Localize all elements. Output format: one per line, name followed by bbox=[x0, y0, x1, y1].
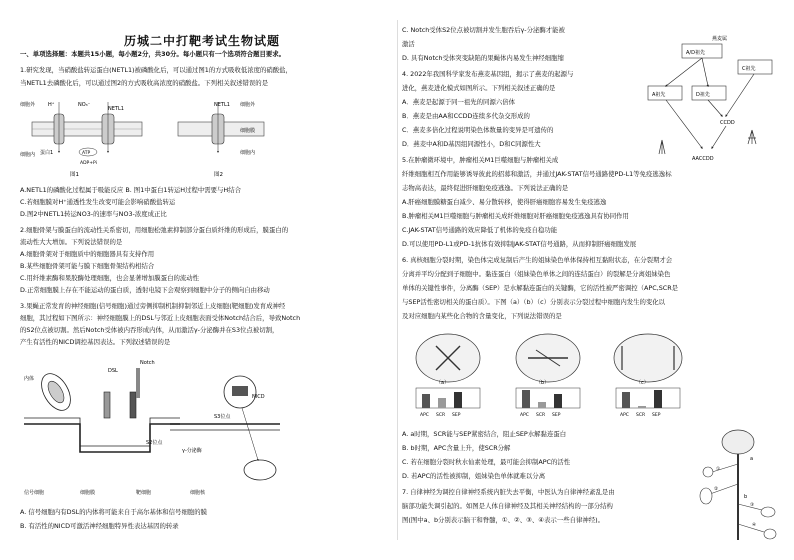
fig6c-apc-label: APC bbox=[620, 413, 629, 418]
fig7-b-label: b bbox=[744, 494, 748, 500]
fig1-no3-label: NO₃⁻ bbox=[78, 102, 91, 108]
fig6-caption-c: （c） bbox=[636, 380, 649, 386]
brain-shape bbox=[722, 430, 754, 454]
fig4-d-ancestor-label: D祖先 bbox=[696, 92, 710, 98]
q6-line-5: 及对应细胞内某些化合物的含量变化，下列说法错误的是 bbox=[402, 312, 562, 320]
q5-line-1: 5.在肿瘤微环境中，肿瘤相关M1巨噬细胞与肿瘤相关成 bbox=[402, 156, 559, 164]
q1-option-d: D.图2中NETL1转运NO3-的速率与NO3-浓度成正比 bbox=[20, 210, 167, 218]
fig6c-scr-label: SCR bbox=[636, 413, 646, 418]
q3-option-a: A. 信号细胞内有DSL的内体将可能来自于高尔基体和信号细胞的膜 bbox=[20, 508, 208, 516]
fig7-a-label: a bbox=[750, 456, 754, 462]
q6-option-a: A. a时期，SCR能与SEP紧密结合，阻止SEP水解黏连蛋白 bbox=[402, 430, 567, 438]
fig7-nerve-4: ④ bbox=[752, 523, 757, 528]
fig3-notch-label: Notch bbox=[140, 360, 155, 366]
q3-figure bbox=[20, 352, 300, 502]
fig7-nerve-3: ③ bbox=[750, 503, 755, 508]
right-column bbox=[402, 0, 782, 560]
figure-2-panel bbox=[178, 101, 264, 178]
fig4-aaccdd-label: AACCDD bbox=[692, 156, 714, 162]
fig3-nicd-label: NICD bbox=[252, 394, 265, 400]
q4-option-d: D．燕麦中A和D基因组同源性小，D和C同源性大 bbox=[402, 140, 541, 148]
q6-option-d: D. 若APC的活性被抑制，姐妹染色单体就难以分离 bbox=[402, 472, 546, 480]
eye-icon bbox=[703, 467, 713, 477]
section-heading: 一、单项选择题：本题共15小题，每小题2分，共30分。每小题只有一个选项符合题目要求。 bbox=[20, 50, 286, 58]
figure-1-caption: 图1 bbox=[70, 172, 79, 178]
cell-c-diagram bbox=[614, 334, 682, 418]
fig6b-apc-label: APC bbox=[520, 413, 529, 418]
q3-line-3: 的S2位点被切割。然后Notch受体被内吞形成内体，从而激活γ-分泌酶并在S3位点被切割， bbox=[20, 326, 279, 334]
figure-2-caption: 图2 bbox=[214, 172, 223, 178]
q6-option-b: B. b时期，APC含量上升，使SCR分解 bbox=[402, 444, 511, 452]
q1-option-c: C.若细胞膜对H⁺通透性发生改变可能会影响硝酸盐转运 bbox=[20, 198, 176, 206]
q2-option-a: A.细胞骨架对于细胞质中的细胞器具有支持作用 bbox=[20, 250, 155, 258]
fig2-outer-label: 细胞外 bbox=[240, 102, 256, 108]
bladder-icon bbox=[764, 529, 776, 539]
q3-option-c-line-1: C. Notch受体S2位点被切割并发生胞吞后γ-分泌酶才能被 bbox=[402, 26, 565, 34]
q5-option-b: B.肿瘤相关M1巨噬细胞与肿瘤相关成纤维细胞对肝癌细胞免疫逃逸具有协同作用 bbox=[402, 212, 629, 220]
fig3-nucleus-label: 细胞核 bbox=[190, 490, 206, 496]
fig3-gamma-label: γ-分泌酶 bbox=[182, 448, 202, 454]
q5-line-3: 志物高表达，最终促进肝细胞免疫逃逸。下列说法正确的是 bbox=[402, 184, 569, 192]
q1-line-2: 当NETL1去磷酸化后，可以通过图2的方式吸收高浓度的硝酸盐。下列相关叙述错误的是 bbox=[20, 79, 269, 87]
q3-option-c-line-2: 激活 bbox=[402, 40, 415, 48]
oat-plant-icon bbox=[748, 130, 756, 144]
column-divider bbox=[397, 20, 398, 540]
q7-line-3: 图(图中a、b分别表示脑干和脊髓，①、②、③、④表示一些自律神经)。 bbox=[402, 516, 605, 524]
q1-figure bbox=[18, 92, 278, 180]
fig2-inner-label: 细胞内 bbox=[240, 150, 256, 156]
fig4-ccdd-label: CCDD bbox=[720, 120, 735, 126]
fig6-caption-a: （a） bbox=[436, 380, 450, 386]
q3-line-2: 细胞，其过程如下图所示：神经细胞膜上的DSL与邻近上皮细胞表面受体Notch结合后，导致Notch bbox=[20, 314, 301, 322]
fig7-nerve-2: ② bbox=[714, 487, 719, 492]
fig3-s2-label: S2位点 bbox=[146, 440, 163, 446]
heart-icon bbox=[700, 488, 712, 504]
fig1-h-label: H⁺ bbox=[48, 102, 55, 108]
signal-cell-membrane bbox=[24, 424, 180, 452]
q4-line-1: 4. 2022年我国科学家发布燕麦基因组，揭示了燕麦的起源与 bbox=[402, 70, 574, 78]
q3-line-1: 3.果蝇正常发育的神经细胞(信号细胞)通过旁侧抑制机制抑制邻近上皮细胞(靶细胞)发育成神经 bbox=[20, 302, 286, 310]
fig2-netl1-label: NETL1 bbox=[214, 102, 230, 108]
q3-option-b: B. 有活性的NICD可激活神经细胞特异性表达基因的转录 bbox=[20, 522, 179, 530]
protein-1-label: 蛋白1 bbox=[40, 150, 54, 156]
fig4-oat-genus-label: 燕麦属 bbox=[712, 36, 728, 42]
q5-option-a: A.肝癌细胞膜糖蛋白减少、易分散转移，使得肝癌细胞容易发生免疫逃逸 bbox=[402, 198, 607, 206]
left-column bbox=[12, 0, 392, 560]
oat-plant-icon bbox=[659, 140, 665, 154]
q2-line-2: 流动性大大增加。下列说法错误的是 bbox=[20, 238, 123, 246]
fig6b-scr-label: SCR bbox=[536, 413, 546, 418]
nucleus-shape bbox=[244, 460, 276, 480]
q1-option-ab: A.NETL1的磷酸化过程属于吸能反应 B. 图1中蛋白1转运H过程中需要与H结合 bbox=[20, 186, 242, 194]
fig6a-scr-label: SCR bbox=[436, 413, 446, 418]
cell-a-diagram bbox=[416, 334, 480, 418]
q6-line-3: 单体的关键性事件，分离酶（SEP）是水解黏连蛋白的关键酶，它的活性被严密调控（APC,SCR是 bbox=[402, 284, 679, 292]
fig3-target-cell-label: 靶细胞 bbox=[136, 490, 152, 496]
q3-option-d: D. 具有Notch受体突变缺陷的果蝇体内易发生神经细胞缩 bbox=[402, 54, 564, 62]
fig6a-apc-label: APC bbox=[420, 413, 429, 418]
fig6c-sep-label: SEP bbox=[652, 413, 661, 418]
fig7-nerve-1: ① bbox=[716, 467, 721, 472]
q6-line-1: 6. 真核细胞分裂时期，染色体完成复制后产生的姐妹染色单体保持相互黏附状态，在分裂期才会 bbox=[402, 256, 673, 264]
q5-option-d: D.可以使用PD-L1或PD-1抗体有效抑制JAK-STAT信号通路，从而抑制肝癌细胞发展 bbox=[402, 240, 637, 248]
q6-option-c: C. 若在细胞分裂时秋水仙素处理，最可能会抑制APC的活性 bbox=[402, 458, 571, 466]
q7-figure bbox=[692, 428, 782, 548]
figure-1-panel bbox=[20, 101, 142, 178]
fig6b-sep-label: SEP bbox=[552, 413, 561, 418]
q4-option-b: B．燕麦是由AA和CCDD连续多代杂交形成的 bbox=[402, 112, 530, 120]
page-title: 历城二中打靶考试生物试题 bbox=[123, 34, 280, 48]
q6-line-4: 与SEP活性密切相关的蛋白质）。下图（a）（b）（c）分别表示分裂过程中细胞内发生的变化以 bbox=[402, 298, 666, 306]
fig6a-sep-label: SEP bbox=[452, 413, 461, 418]
q7-line-2: 脑部功能失调引起的。如图是人体自律神经及其相关神经结构的一部分结构 bbox=[402, 502, 613, 510]
fig1-netl1-label: NETL1 bbox=[108, 106, 124, 112]
atp-label: ATP bbox=[82, 151, 91, 156]
q6-line-2: 分离并平均分配到子细胞中。黏连蛋白（姐妹染色单体之间的连结蛋白）的裂解是分离姐妹染色 bbox=[402, 270, 671, 278]
fig3-s3-label: S3位点 bbox=[214, 414, 231, 420]
q4-option-c: C．燕麦多倍化过程说明染色体数量的变异是可遗传的 bbox=[402, 126, 554, 134]
q7-line-1: 7. 自律神经为调控自律神经系统内脏失去平衡，中医认为自律神经紊乱是由 bbox=[402, 488, 615, 496]
stomach-icon bbox=[761, 507, 775, 517]
q1-line-1: 1.研究发现，当硝酸盐转运蛋白(NETL1)被磷酸化后，可以通过图1的方式吸收低浓度的硝酸盐， bbox=[20, 66, 292, 74]
q4-line-2: 进化，燕麦进化模式如图所示。下列相关叙述正确的是 bbox=[402, 84, 556, 92]
dsl-protein bbox=[104, 392, 110, 418]
q2-option-c: C.用纤维素酶和果胶酶处理细胞，也会显著增加膜蛋白的流动性 bbox=[20, 274, 200, 282]
fig3-membrane-label: 细胞膜 bbox=[80, 490, 96, 496]
fig3-endosome-label: 内体 bbox=[24, 376, 35, 382]
fig4-c-ancestor-label: C祖先 bbox=[742, 66, 756, 72]
fig1-outer-label: 细胞外 bbox=[20, 102, 36, 108]
q4-option-a: A．燕麦是起源于同一祖先的同源六倍体 bbox=[402, 98, 516, 106]
q2-line-1: 2.细胞骨架与膜蛋白的流动性关系密切，用细胞松弛素抑制部分蛋白质纤维的形成后，膜蛋白的 bbox=[20, 226, 289, 234]
fig1-inner-label: 细胞内 bbox=[20, 152, 36, 158]
q6-figure bbox=[408, 324, 698, 424]
fig3-dsl-label: DSL bbox=[108, 368, 118, 374]
fig4-a-ancestor-label: A祖先 bbox=[652, 92, 666, 98]
fig4-ad-ancestor-label: A/D祖先 bbox=[686, 50, 705, 56]
fig3-signal-cell-label: 信号细胞 bbox=[24, 490, 45, 496]
fig2-membrane-label: 细胞膜 bbox=[240, 128, 256, 134]
q5-option-c: C.JAK-STAT信号通路的效应降低了机体的免疫自稳功能 bbox=[402, 226, 558, 234]
q2-option-b: B.某些细胞骨架可能与膜下细胞骨架结构相结合 bbox=[20, 262, 155, 270]
q5-line-2: 纤维细胞相互作用能够诱导彼此的招募和激活，并通过JAK-STAT信号通路使PD-L1等免疫逃逸标 bbox=[402, 170, 672, 178]
q4-figure bbox=[642, 30, 782, 170]
q2-option-d: D.正常细胞膜上存在不能运动的蛋白质，透射电镜下会观察到细胞中分子的侧向自由移动 bbox=[20, 286, 270, 294]
adp-label: ADP+Pi bbox=[80, 161, 97, 166]
fig6-caption-b: （b） bbox=[536, 380, 550, 386]
notch-receptor bbox=[130, 392, 136, 418]
q3-line-4: 产生有活性的NICD调控基因表达。下列叙述错误的是 bbox=[20, 338, 171, 346]
cell-b-diagram bbox=[516, 334, 580, 418]
